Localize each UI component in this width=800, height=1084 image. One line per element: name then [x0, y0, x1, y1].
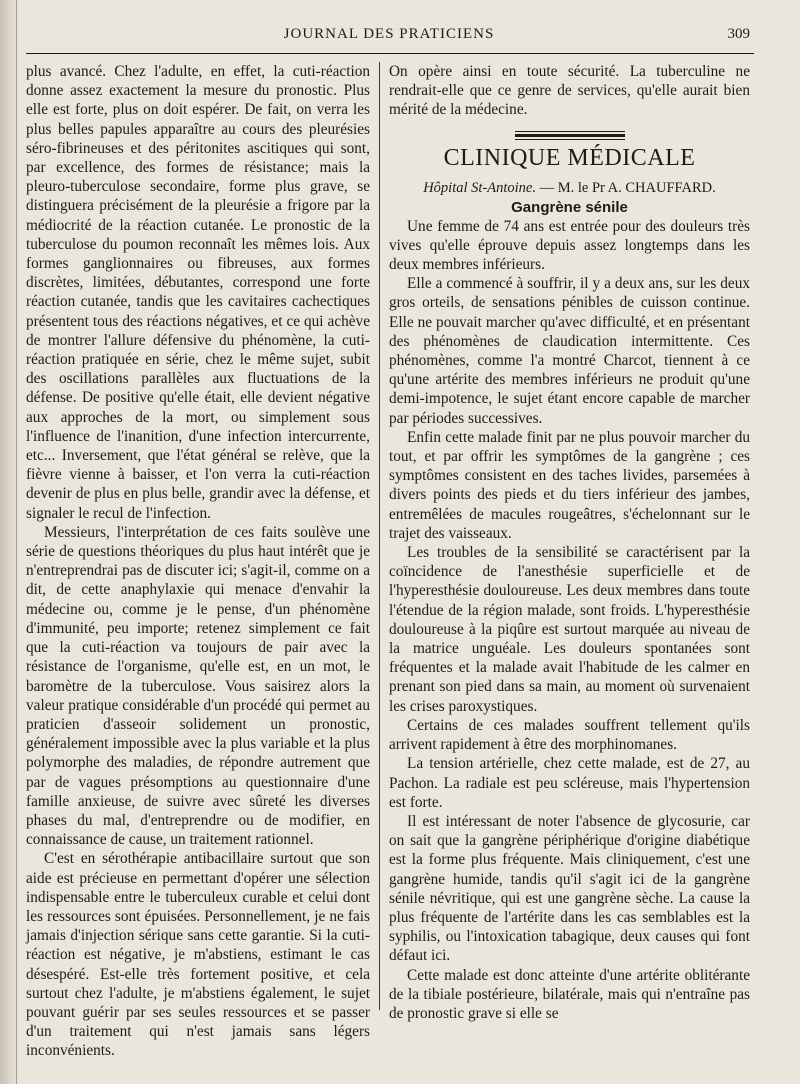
byline-place: Hôpital St-Antoine.: [423, 179, 536, 196]
running-header: [28, 22, 750, 50]
right-paragraph-6: La tension artérielle, chez cette malade, est de 27, au Pachon. La radiale est peu scléreuse, mais l'hypertension est forte.: [389, 755, 750, 811]
right-paragraph-4: Les troubles de la sensibilité se caractérisent par la coïncidence de l'anesthésie superficielle et de l'hyperesthésie douloureuse. Les deux membres dans toute l'étendue de la région malade, sont froids. L'hyperesthésie douloureuse à la piqûre est surtout marquée au niveau de la matrice unguéale. Les douleurs spontanées sont fréquentes et la malade avait l'habitude de les calmer en prenant son pied dans sa main, au moment où survenaient les crises paroxystiques.: [389, 544, 750, 715]
right-paragraph-7: Il est intéressant de noter l'absence de glycosurie, car on sait que la gangrène périphérique d'origine diabétique est la forme plus fréquente. Mais cliniquement, c'est une gangrène humide, tandis qu'il s'agit ici de la gangrène sénile névritique, qui est une gangrène sèche. La cause la plus fréquente de l'artérite dans les cas semblables est la syphilis, ou l'intoxication tabagique, deux causes qui font défaut ici.: [389, 812, 750, 965]
byline-author: — M. le Pr A. CHAUFFARD.: [535, 179, 716, 196]
left-paragraph-2: Messieurs, l'interprétation de ces faits soulève une série de questions théoriques du plus haut intérêt que je n'entreprendrai pas de discuter ici; s'agit-il, comme on a dit, de cette anaphylaxie qui menace d'envahir la médecine ou, comme je le pense, d'un phénomène d'immunité, peu importe; retenez simplement ce fait que la cuti-réaction va toujours de pair avec la résistance de l'organisme, qu'elle est, en un mot, le baromètre de la tuberculose. Vous saisirez alors la valeur pratique considérable d'un procédé qui permet au praticien d'asseoir solidement un pronostic, généralement impossible avec la plus variable et la plus polymorphe des maladies, de répondre autrement que par de vagues présomptions au questionnaire d'une famille anxieuse, de suivre avec sûreté les diverses phases du mal, d'entreprendre ou de modifier, en connaissance de cause, un traitement rationnel.: [26, 523, 370, 849]
right-paragraph-1: Une femme de 74 ans est entrée pour des douleurs très vives qu'elle éprouve depuis assez longtemps dans les deux membres inférieurs.: [389, 217, 750, 274]
journal-title: JOURNAL DES PRATICIENS: [283, 26, 495, 42]
right-paragraph-5: Certains de ces malades souffrent tellement qu'ils arrivent rapidement à être des morphinomanes.: [389, 716, 750, 754]
section-rule: [515, 131, 625, 140]
right-intro-paragraph: On opère ainsi en toute sécurité. La tuberculine ne rendrait-elle que ce genre de services, qu'elle aurait bien mérité de la médecine.: [389, 63, 750, 119]
left-paragraph-3: C'est en sérothérapie antibacillaire surtout que son aide est précieuse en permettant d'opérer une sélection indispensable entre le tuberculeux curable et celui dont les ressources sont épuisées. Personnellement, je ne fais jamais d'injection sérique sans cette garantie. Si la cuti-réaction est négative, je m'abstiens, estimant le cas désespéré. Est-elle très fortement positive, et cela surtout chez l'adulte, je m'abstiens également, le sujet pouvant guérir par ses seules ressources et se passer d'un traitement qui n'est jamais sans légers inconvénients.: [26, 850, 370, 1060]
page-number: 309: [727, 26, 750, 42]
right-paragraph-2: Elle a commencé à souffrir, il y a deux ans, sur les deux gros orteils, de sensations pénibles de cuisson continue. Elle ne pouvait marcher qu'avec difficulté, et en présentant des phénomènes de claudication intermittente. Ces phénomènes, comme l'a montré Charcot, tiennent à ce qu'une artérite des membres inférieurs ne produit qu'une demi-impotence, le sujet étant encore capable de marcher par périodes successives.: [389, 275, 750, 427]
page-spine: [0, 0, 20, 1084]
section-title: CLINIQUE MÉDICALE: [443, 144, 696, 171]
right-paragraph-3: Enfin cette malade finit par ne plus pouvoir marcher du tout, et par offrir les symptômes de la gangrène ; ces symptômes consistent en des taches livides, parsemées à divers points des pieds et du tiers inférieur des jambes, entremêlées de macules rougeâtres, s'échelonnant sur le trajet des vaisseaux.: [389, 428, 750, 542]
header-rule: [26, 53, 754, 54]
right-paragraph-8: Cette malade est donc atteinte d'une artérite oblitérante de la tibiale postérieure, bilatérale, mais qui n'entraîne pas de pronostic grave si elle se: [389, 966, 750, 1022]
left-column: [26, 62, 370, 1061]
column-divider: [379, 62, 380, 1010]
left-paragraph-1: plus avancé. Chez l'adulte, en effet, la cuti-réaction donne assez exactement la mesure du pronostic. Plus elle est forte, plus on doit espérer. De fait, on verra les plus belles papules apparaître au cours des pleurésies séro-fibrineuses et des péritonites ascitiques qui sont, par excellence, des formes de résistance; mais la pleuro-tuberculose secondaire, forme plus grave, se distinguera précisément de la pleurésie a frigore par la médiocrité de la réaction cutanée. Le pronostic de la tuberculose du poumon reconnaît les mêmes lois. Aux formes ganglionnaires ou fibreuses, aux formes discrètes, limitées, débutantes, correspond une forte réaction cutanée, tandis que les cavitaires cachectiques présentent tous des réactions négatives, et ce qui achève de montrer l'allure défensive du phénomène, la cuti-réaction pratiquée en série, chez le même sujet, subit des oscillations parallèles aux fluctuations de la défense. De positive qu'elle était, elle devient négative aux approches de la mort, ou simplement sous l'influence de l'inanition, d'une infection intercurrente, etc... Inversement, que l'état général se relève, que la fièvre vienne à baisser, et l'on verra la cuti-réaction devenir de plus en plus belle, grandir avec la défense, et signaler le recul de l'infection.: [26, 63, 370, 522]
right-column: [389, 62, 750, 1023]
byline: [389, 179, 750, 198]
article-subtitle: Gangrène sénile: [511, 198, 628, 216]
